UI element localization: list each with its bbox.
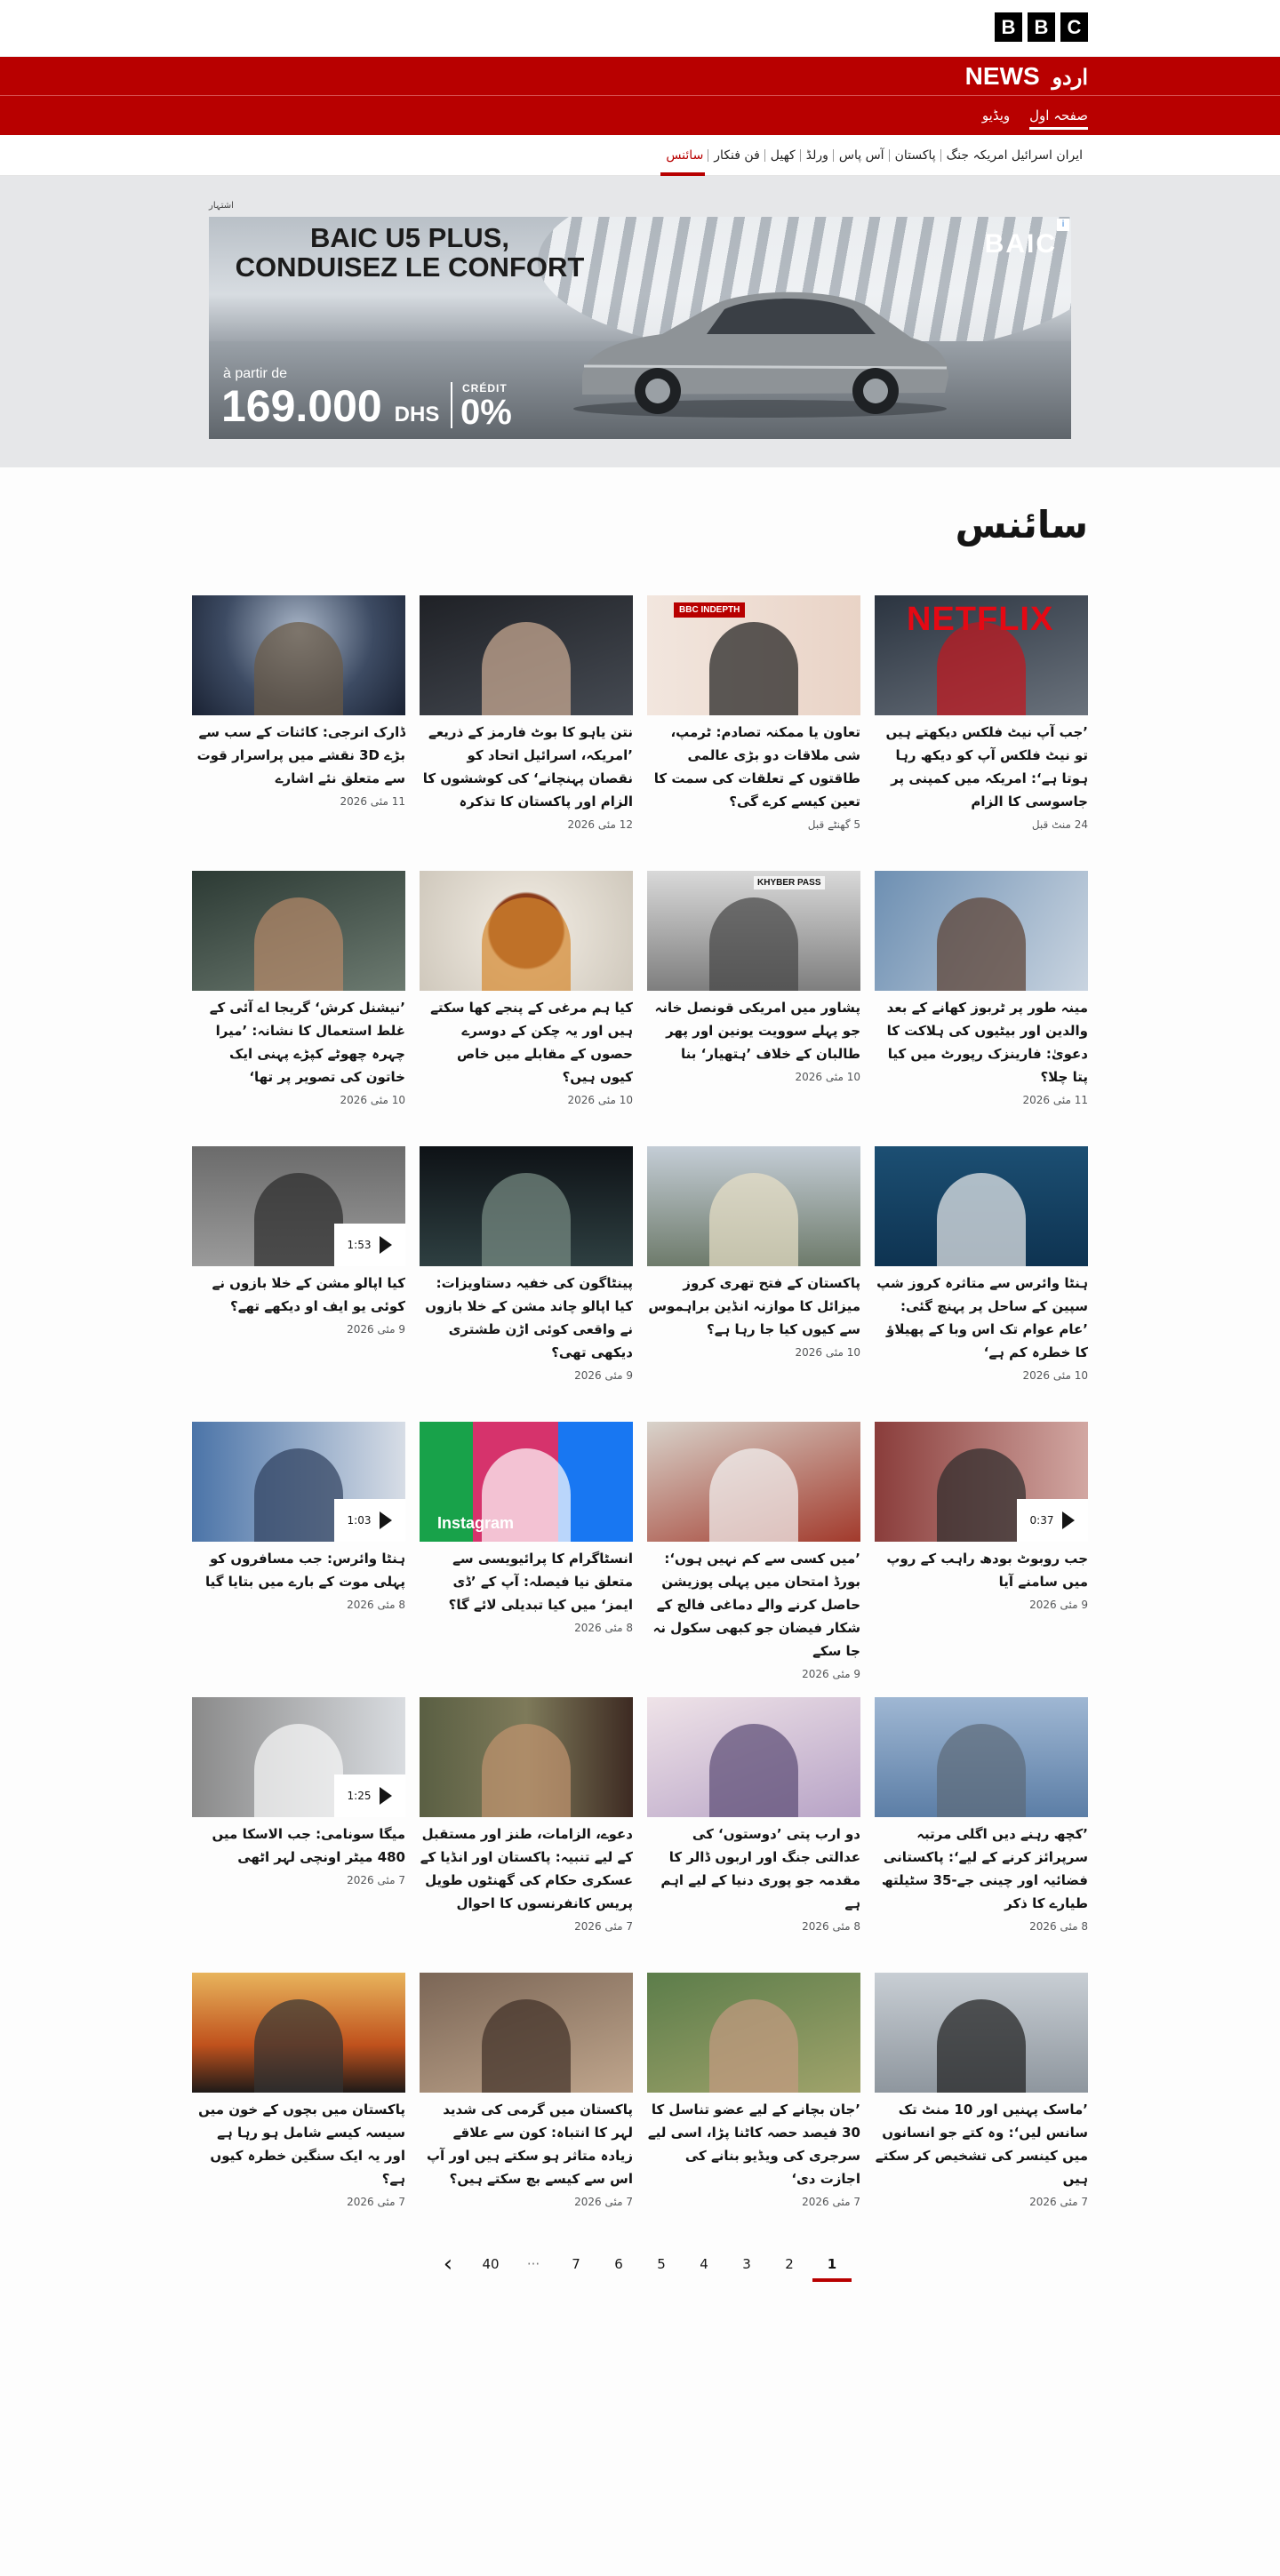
page-link[interactable]: 6 — [614, 2256, 623, 2272]
article-date: 7 مئی 2026 — [574, 1920, 633, 1933]
news-urdu-logo[interactable] — [965, 62, 1088, 91]
article-card[interactable] — [192, 1422, 405, 1669]
ad-headline-line: BAIC U5 PLUS, — [310, 222, 509, 253]
article-thumbnail[interactable] — [420, 1973, 633, 2093]
ad-brand-logo: BAIC — [984, 229, 1057, 259]
article-card[interactable] — [420, 1146, 633, 1393]
logo-letter: C — [1060, 12, 1088, 42]
thumbnail-subject — [482, 1999, 571, 2093]
video-duration: 0:37 — [1029, 1514, 1054, 1527]
article-card[interactable] — [192, 1146, 405, 1393]
article-headline[interactable]: ’میں کسی سے کم نہیں ہوں‘: بورڈ امتحان میں پہلی پوزیشن حاصل کرنے والے دماغی فالج کے شکار فیضان جو کبھی سکول نہ جا سکے — [652, 1551, 860, 1659]
article-thumbnail[interactable] — [192, 1422, 405, 1542]
thumbnail-label: BBC INDEPTH — [674, 602, 745, 618]
article-card[interactable] — [647, 1146, 860, 1393]
article-card[interactable] — [875, 1973, 1088, 2220]
article-headline[interactable]: کیا ہم مرغی کے پنجے کھا سکتے ہیں اور یہ چکن کے دوسرے حصوں کے مقابلے میں خاص کیوں ہیں؟ — [430, 1000, 633, 1085]
thumbnail-subject — [709, 1999, 798, 2093]
video-badge — [334, 1774, 405, 1817]
article-headline[interactable]: ڈارک انرجی: کائنات کے سب سے بڑے 3D نقشے میں پراسرار قوت سے متعلق نئے اشارے — [196, 724, 405, 786]
article-headline[interactable]: انسٹاگرام کا پرائیویسی سے متعلق نیا فیصلہ: آپ کے ’ڈی ایمز‘ میں کیا تبدیلی لائے گا؟ — [448, 1551, 633, 1613]
ad-headline — [223, 224, 596, 282]
article-headline[interactable]: ’کچھ رہنے دیں اگلی مرتبہ سرپرائز کرنے کے لیے‘: پاکستانی فضائیہ اور چینی جے-35 سٹیلتھ طیارے کا ذکر — [881, 1826, 1088, 1911]
article-thumbnail[interactable] — [647, 1422, 860, 1542]
topic-link[interactable]: فن فنکار — [708, 135, 764, 176]
article-thumbnail[interactable] — [875, 871, 1088, 991]
article-headline[interactable]: تعاون یا ممکنہ تصادم: ٹرمپ، شی ملاقات دو بڑی عالمی طاقتوں کے تعلقات کی سمت کا تعین کیسے کرے گی؟ — [653, 724, 860, 809]
article-date: 9 مئی 2026 — [347, 1323, 405, 1336]
topics-nav — [0, 135, 1280, 176]
article-headline[interactable]: دعوے، الزامات، طنز اور مستقبل کے لیے تنبیہ: پاکستان اور انڈیا کے عسکری حکام کی گھنٹوں طویل پریس کانفرنسوں کا احوال — [420, 1826, 633, 1911]
article-thumbnail[interactable] — [647, 871, 860, 991]
article-thumbnail[interactable] — [192, 1146, 405, 1266]
article-date: 8 مئی 2026 — [802, 1920, 860, 1933]
article-date: 8 مئی 2026 — [574, 1622, 633, 1634]
article-date: 9 مئی 2026 — [1029, 1599, 1088, 1611]
video-badge — [334, 1224, 405, 1266]
article-date: 11 مئی 2026 — [340, 795, 405, 808]
pagination-ellipsis: ··· — [526, 2256, 540, 2272]
car-image — [564, 268, 956, 419]
article-headline[interactable]: ہنٹا وائرس سے متاثرہ کروز شپ سپین کے ساحل پر پہنچ گئی: ’عام عوام تک اس وبا کے پھیلاؤ کا خطرہ کم ہے‘ — [876, 1275, 1088, 1360]
page-link[interactable]: 5 — [657, 2256, 666, 2272]
article-thumbnail[interactable] — [875, 1697, 1088, 1817]
article-headline[interactable]: ’جب آپ نیٹ فلکس دیکھتے ہیں تو نیٹ فلکس آپ کو دیکھ رہا ہوتا ہے‘: امریکہ میں کمپنی پر جاسوسی کا الزام — [885, 724, 1088, 809]
article-date: 10 مئی 2026 — [567, 1094, 633, 1106]
article-card[interactable] — [875, 1697, 1088, 1944]
video-badge — [1017, 1499, 1088, 1542]
logo-letter: B — [1028, 12, 1055, 42]
article-thumbnail[interactable] — [647, 1146, 860, 1266]
article-thumbnail[interactable] — [647, 1697, 860, 1817]
thumbnail-label: NETFLIX — [907, 601, 1054, 638]
thumbnail-subject — [482, 1173, 571, 1266]
thumbnail-subject — [709, 1448, 798, 1542]
article-date: 24 منٹ قبل — [1031, 818, 1088, 831]
play-icon — [1062, 1511, 1075, 1529]
article-headline[interactable]: ’نیشنل کرش‘ گریجا اے آئی کے غلط استعمال کا نشانہ: ’میرا چہرہ چھوٹے کپڑے پہنی ایک خاتون کی تصویر پر تھا‘ — [209, 1000, 405, 1085]
logo-letter: B — [995, 12, 1022, 42]
thumbnail-subject — [254, 897, 343, 991]
thumbnail-label: KHYBER PASS — [754, 876, 825, 889]
primary-nav — [0, 96, 1280, 135]
article-card[interactable] — [875, 1422, 1088, 1669]
article-headline[interactable]: دو ارب پتی ’دوستوں‘ کی عدالتی جنگ اور اربوں ڈالر کا مقدمہ جو پوری دنیا کے لیے اہم ہے — [660, 1826, 860, 1911]
brand-language: اردو — [1052, 66, 1088, 90]
article-thumbnail[interactable] — [192, 1973, 405, 2093]
article-date: 10 مئی 2026 — [340, 1094, 405, 1106]
topic-link[interactable]: ایران اسرائیل امریکہ جنگ — [946, 148, 1083, 163]
article-headline[interactable]: ہنٹا وائرس: جب مسافروں کو پہلی موت کے بارے میں بتایا گیا — [204, 1551, 405, 1590]
article-date: 7 مئی 2026 — [802, 2196, 860, 2208]
page-link[interactable]: 3 — [742, 2256, 751, 2272]
thumbnail-subject — [937, 1999, 1026, 2093]
play-icon — [380, 1236, 392, 1254]
article-date: 10 مئی 2026 — [795, 1346, 860, 1359]
bbc-logo[interactable] — [995, 12, 1088, 42]
tab-item[interactable]: صفحہ اول — [1029, 96, 1088, 135]
article-date: 7 مئی 2026 — [347, 2196, 405, 2208]
article-card[interactable] — [192, 871, 405, 1118]
pagination — [0, 2248, 1280, 2280]
advertisement-area — [0, 176, 1280, 467]
thumbnail-subject — [254, 1999, 343, 2093]
article-thumbnail[interactable] — [875, 1146, 1088, 1266]
article-thumbnail[interactable] — [192, 595, 405, 715]
article-thumbnail[interactable] — [192, 1697, 405, 1817]
topic-link[interactable]: ورلڈ — [801, 135, 834, 176]
article-headline[interactable]: جب روبوٹ بودھ راہب کے روپ میں سامنے آیا — [886, 1551, 1088, 1590]
ad-info-icon[interactable]: i — [1057, 219, 1069, 231]
article-card[interactable] — [647, 871, 860, 1118]
brand-bar — [0, 57, 1280, 96]
article-date: 9 مئی 2026 — [802, 1668, 860, 1680]
video-duration: 1:53 — [347, 1239, 372, 1251]
ad-currency: DHS — [394, 403, 440, 427]
play-icon — [380, 1787, 392, 1805]
page-title: سائنس — [955, 503, 1088, 546]
thumbnail-subject — [482, 622, 571, 715]
video-duration: 1:03 — [347, 1514, 372, 1527]
play-icon — [380, 1511, 392, 1529]
site-header — [0, 0, 1280, 176]
ad-price — [221, 380, 439, 432]
article-thumbnail[interactable] — [420, 1422, 633, 1542]
article-date: 8 مئی 2026 — [1029, 1920, 1088, 1933]
article-date: 11 مئی 2026 — [1022, 1094, 1088, 1106]
thumbnail-subject — [937, 897, 1026, 991]
page-link[interactable]: 2 — [785, 2256, 794, 2272]
article-headline[interactable]: نتن یاہو کا بوٹ فارمز کے ذریعے ’امریکہ، اسرائیل اتحاد کو نقصان پہنچانے‘ کی کوششوں کا الزام اور پاکستان کا تذکرہ — [422, 724, 633, 809]
thumbnail-subject — [254, 1724, 343, 1817]
article-headline[interactable]: کیا اپالو مشن کے خلا بازوں نے کوئی یو ایف او دیکھے تھے؟ — [212, 1275, 405, 1314]
article-thumbnail[interactable] — [420, 1146, 633, 1266]
article-thumbnail[interactable] — [420, 595, 633, 715]
article-thumbnail[interactable] — [647, 1973, 860, 2093]
article-card[interactable] — [647, 595, 860, 842]
thumbnail-subject — [937, 1724, 1026, 1817]
bbc-top-strip — [0, 0, 1280, 57]
article-card[interactable] — [192, 1697, 405, 1944]
thumbnail-subject — [254, 1448, 343, 1542]
topic-link[interactable]: کھیل — [765, 135, 801, 176]
tab-item[interactable]: ویڈیو — [981, 108, 1011, 124]
video-badge — [334, 1499, 405, 1542]
article-headline[interactable]: پاکستان میں بچوں کے خون میں سیسہ کیسے شامل ہو رہا ہے اور یہ ایک سنگین خطرہ کیوں ہے؟ — [198, 2101, 405, 2187]
article-grid — [192, 595, 1088, 2220]
article-headline[interactable]: پاکستان کے فتح تھری کروز میزائل کا موازنہ انڈین براہموس سے کیوں کیا جا رہا ہے؟ — [648, 1275, 860, 1337]
article-thumbnail[interactable] — [192, 871, 405, 991]
article-card[interactable] — [420, 1422, 633, 1669]
article-card[interactable] — [875, 1146, 1088, 1393]
current-page[interactable]: 1 — [811, 2248, 853, 2280]
article-date: 7 مئی 2026 — [574, 2196, 633, 2208]
article-date: 7 مئی 2026 — [347, 1874, 405, 1886]
article-thumbnail[interactable] — [875, 595, 1088, 715]
article-card[interactable] — [875, 595, 1088, 842]
thumbnail-subject — [709, 1173, 798, 1266]
article-date: 10 مئی 2026 — [1022, 1369, 1088, 1382]
article-headline[interactable]: پشاور میں امریکی قونصل خانہ جو پہلے سوویت یونین اور پھر طالبان کے خلاف ’ہتھیار‘ بنا — [654, 1000, 860, 1062]
ad-price-prefix: à partir de — [223, 366, 288, 381]
article-card[interactable] — [192, 1973, 405, 2220]
article-thumbnail[interactable] — [420, 1697, 633, 1817]
article-thumbnail[interactable] — [875, 1422, 1088, 1542]
article-headline[interactable]: میگا سونامی: جب الاسکا میں 480 میٹر اونچی لہر اٹھی — [212, 1826, 405, 1865]
thumbnail-subject — [937, 1448, 1026, 1542]
article-card[interactable] — [647, 1973, 860, 2220]
previous-page-button[interactable]: ‹ — [443, 2251, 453, 2277]
topic-link[interactable]: پاکستان — [890, 135, 941, 176]
article-date: 10 مئی 2026 — [795, 1071, 860, 1083]
article-card[interactable] — [647, 1422, 860, 1680]
ad-credit-rate: 0% — [460, 393, 512, 432]
article-card[interactable] — [875, 871, 1088, 1118]
article-date: 9 مئی 2026 — [574, 1369, 633, 1382]
article-headline[interactable]: ’ماسک پہنیں اور 10 منٹ تک سانس لیں‘: وہ کتے جو انسانوں میں کینسر کی تشخیص کر سکتے ہیں — [875, 2101, 1088, 2187]
page-link[interactable]: 7 — [572, 2256, 580, 2272]
page-link-last[interactable]: 40 — [482, 2256, 500, 2272]
article-date: 7 مئی 2026 — [1029, 2196, 1088, 2208]
topic-link[interactable]: سائنس — [660, 135, 708, 176]
brand-name: NEWS — [964, 62, 1040, 90]
article-card[interactable] — [420, 1697, 633, 1944]
thumbnail-label: Instagram — [437, 1514, 515, 1532]
article-date: 5 گھنٹے قبل — [807, 818, 860, 831]
article-headline[interactable]: پاکستان میں گرمی کی شدید لہر کا انتباہ: کون سے علاقے زیادہ متاثر ہو سکتے ہیں اور آپ اس سے کیسے بچ سکتے ہیں؟ — [426, 2101, 633, 2187]
thumbnail-subject — [482, 1724, 571, 1817]
article-date: 8 مئی 2026 — [347, 1599, 405, 1611]
thumbnail-subject — [482, 897, 571, 991]
ad-label: اشتہار — [209, 201, 234, 211]
article-card[interactable] — [420, 871, 633, 1118]
thumbnail-subject — [937, 1173, 1026, 1266]
article-thumbnail[interactable] — [420, 871, 633, 991]
article-thumbnail[interactable] — [875, 1973, 1088, 2093]
article-card[interactable] — [420, 595, 633, 842]
ad-headline-line: CONDUISEZ LE CONFORT — [235, 251, 585, 283]
article-card[interactable] — [647, 1697, 860, 1944]
thumbnail-subject — [709, 897, 798, 991]
ad-banner[interactable] — [209, 217, 1071, 439]
article-thumbnail[interactable] — [647, 595, 860, 715]
thumbnail-subject — [254, 622, 343, 715]
article-card[interactable] — [192, 595, 405, 842]
article-date: 12 مئی 2026 — [567, 818, 633, 831]
video-duration: 1:25 — [347, 1790, 372, 1802]
topic-link[interactable]: آس پاس — [834, 135, 890, 176]
article-headline[interactable]: پینٹاگون کی خفیہ دستاویزات: کیا اپالو چاند مشن کے خلا بازوں نے واقعی کوئی اڑن طشتری دیکھی تھی؟ — [425, 1275, 633, 1360]
article-headline[interactable]: ’جان بچانے کے لیے عضو تناسل کا 30 فیصد حصہ کاٹنا پڑا، اسی لیے سرجری کی ویڈیو بنانے کی اجازت دی‘ — [647, 2101, 860, 2187]
thumbnail-subject — [254, 1173, 343, 1266]
ad-divider — [451, 382, 452, 428]
article-card[interactable] — [420, 1973, 633, 2220]
thumbnail-subject — [709, 622, 798, 715]
page-link[interactable]: 4 — [700, 2256, 708, 2272]
ad-credit-label: CRÉDIT — [462, 382, 508, 395]
article-headline[interactable]: مینہ طور پر ٹربوز کھانے کے بعد والدین اور بیٹیوں کی ہلاکت کا دعویٰ: فارینزک رپورٹ میں کیا پتا چلا؟ — [886, 1000, 1088, 1085]
ad-price-value: 169.000 — [221, 381, 382, 431]
thumbnail-subject — [709, 1724, 798, 1817]
